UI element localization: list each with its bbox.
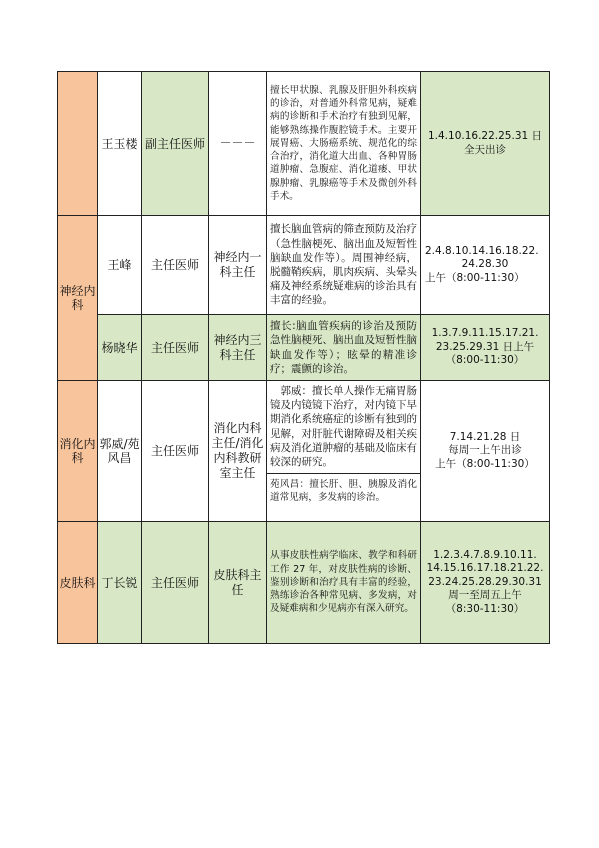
doctor-specialty (267, 381, 421, 522)
doctor-name: 丁长锐 (98, 522, 142, 644)
doctor-title: 副主任医师 (142, 72, 209, 216)
doctor-name: 王峰 (98, 216, 142, 315)
doctor-schedule (421, 381, 550, 522)
schedule-time: 上午（8:00-11:30） (435, 457, 535, 470)
schedule-dates: 1.3.7.9.11.15.17.21. (431, 327, 539, 340)
doctor-title: 主任医师 (142, 315, 209, 381)
specialty-yuanfengchang: 苑风昌：擅长肝、胆、胰腺及消化道常见病，多发病的诊治。 (270, 479, 417, 504)
schedule-dates: 2.4.8.10.14.16.18.22. (425, 244, 539, 257)
schedule-dates-cont: 24.28.30 (461, 258, 509, 271)
doctor-post: 消化内科主任/消化内科教研室主任 (209, 381, 267, 522)
schedule-dates: 1.4.10.16.22.25.31 日 (427, 130, 543, 142)
schedule-weekday: 周一至周五上午 (448, 589, 522, 602)
doctor-post: 皮肤科主任 (209, 522, 267, 644)
schedule-time: （8:30-11:30） (445, 602, 525, 615)
dept-cell-continued (58, 72, 98, 216)
schedule-time: （8:00-11:30） (445, 354, 525, 367)
doctor-title: 主任医师 (142, 522, 209, 644)
dept-cell: 皮肤科 (58, 522, 98, 644)
doctor-post: －－－ (209, 72, 267, 216)
doctor-schedule (421, 522, 550, 644)
schedule-dates-cont: 14.15.16.17.18.21.22. (426, 562, 544, 575)
doctor-specialty: 擅长:脑血管疾病的诊治及预防急性脑梗死、脑出血及短暂性脑缺血发作等）；眩晕的精准诊疗；震颤的诊治。 (267, 315, 421, 381)
dept-cell: 神经内科 (58, 216, 98, 381)
doctor-name: 王玉楼 (98, 72, 142, 216)
dept-cell: 消化内科 (58, 381, 98, 522)
table-row (58, 216, 550, 315)
doctor-specialty: 从事皮肤性病学临床、教学和科研工作 27 年，对皮肤性病的诊断、鉴别诊断和治疗具有丰富的经验，熟练诊治各种常见病、多发病，对及疑难病和少见病亦有深入研究。 (267, 522, 421, 644)
doctor-name: 杨晓华 (98, 315, 142, 381)
schedule-time: 上午（8:00-11:30） (425, 271, 525, 284)
doctor-schedule (421, 72, 550, 216)
doctor-schedule (421, 315, 550, 381)
schedule-weekday: 每周一上午出诊 (448, 444, 522, 457)
doctor-name: 郭威/苑风昌 (98, 381, 142, 522)
doctor-specialty: 擅长甲状腺、乳腺及肝胆外科疾病的诊治，对普通外科常见病，疑难病的诊断和手术治疗有独到见解，能够熟练操作腹腔镜手术。主要开展胃癌、大肠癌系统、规范化的综合治疗，消化道大出血、各种胃肠道肿瘤、急腹症、消化道瘘、甲状腺肿瘤、乳腺癌等手术及微创外科手术。 (267, 72, 421, 216)
doctor-post: 神经内一科主任 (209, 216, 267, 315)
doctor-schedule (421, 216, 550, 315)
table-row (58, 315, 550, 381)
schedule-dates: 1.2.3.4.7.8.9.10.11. (433, 548, 537, 561)
doctor-title: 主任医师 (142, 216, 209, 315)
doctor-title: 主任医师 (142, 381, 209, 522)
table-row (58, 381, 550, 522)
doctor-schedule-table (57, 71, 550, 644)
table-row (58, 522, 550, 644)
schedule-dates-cont: 23.25.29.31 日上午 (435, 340, 535, 353)
schedule-dates-cont: 23.24.25.28.29.30.31 (428, 575, 542, 588)
doctor-specialty: 擅长脑血管病的筛查预防及治疗（急性脑梗死、脑出血及短暂性脑缺血发作等）。周围神经病，脱髓鞘疾病，肌肉疾病、头晕头痛及神经系统疑难病的诊治具有丰富的经验。 (267, 216, 421, 315)
table-row (58, 72, 550, 216)
specialty-guowei: 郭威：擅长单人操作无痛胃肠镜及内镜镜下治疗，对内镜下早期消化系统癌症的诊断有独到的见解，对肝脏代谢障碍及相关疾病及消化道肿瘤的基础及临床有较深的研究。 (267, 381, 420, 474)
schedule-dates: 7.14.21.28 日 (449, 430, 521, 443)
schedule-time: 全天出诊 (464, 143, 506, 156)
doctor-post: 神经内三科主任 (209, 315, 267, 381)
